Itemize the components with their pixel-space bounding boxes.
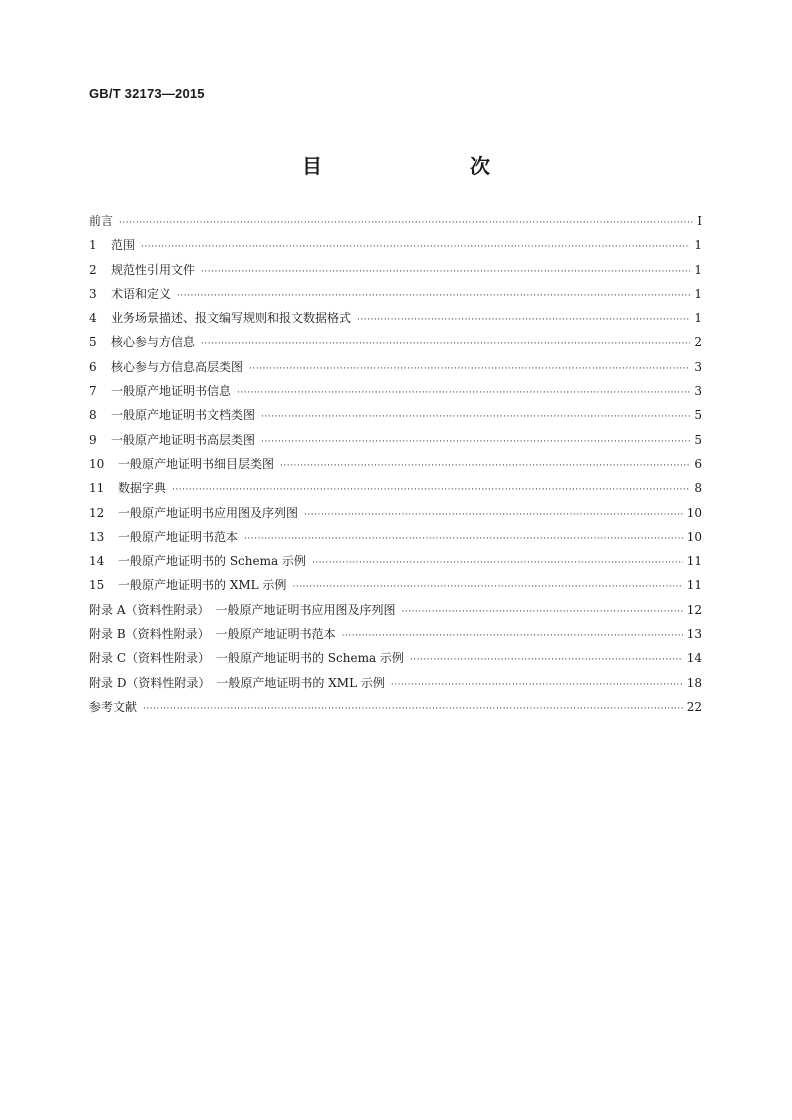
toc-entry-title: 范围: [111, 238, 136, 253]
toc-entry-bibliography[interactable]: [89, 698, 702, 722]
toc-entry-number: 15: [89, 578, 105, 593]
toc-entry-foreword[interactable]: [89, 212, 702, 236]
toc-entry-page: Ⅰ: [697, 214, 702, 228]
toc-entry-page: 13: [686, 627, 702, 642]
toc-entry-11[interactable]: [89, 479, 702, 503]
toc-entry-title: 业务场景描述、报文编写规则和报文数据格式: [111, 311, 352, 326]
toc-entry-5[interactable]: [89, 333, 702, 357]
toc-entry-title: 数据字典: [118, 481, 167, 496]
toc-leader: [201, 263, 690, 277]
toc-entry-appendix-a[interactable]: [89, 601, 702, 625]
toc-entry-page: 11: [686, 554, 702, 569]
toc-entry-page: 5: [694, 408, 702, 423]
toc-entry-page: 10: [686, 505, 702, 520]
toc-entry-page: 3: [694, 384, 702, 399]
toc-entry-page: 1: [694, 286, 702, 301]
toc-entry-4[interactable]: [89, 309, 702, 333]
toc-entry-page: 8: [694, 481, 702, 496]
toc-entry-title: 一般原产地证明书信息: [111, 384, 232, 399]
toc-entry-3[interactable]: [89, 285, 702, 309]
toc-entry-number: 6: [89, 359, 97, 374]
toc-entry-title: 核心参与方信息高层类图: [111, 359, 244, 374]
toc-leader: [249, 360, 690, 374]
toc-entry-14[interactable]: [89, 552, 702, 576]
toc-entry-number: 1: [89, 238, 97, 253]
toc-entry-title: 前言: [89, 214, 114, 228]
toc-entry-page: 18: [686, 675, 702, 690]
toc-entry-page: 3: [694, 359, 702, 374]
toc-leader: [410, 651, 683, 665]
toc-entry-9[interactable]: [89, 431, 702, 455]
toc-entry-number: 2: [89, 262, 97, 277]
toc-leader: [280, 457, 690, 471]
toc-entry-page: 5: [694, 432, 702, 447]
toc-leader: [391, 676, 683, 690]
toc-leader: [237, 384, 690, 398]
toc-entry-number: 9: [89, 432, 97, 447]
toc-leader: [401, 603, 682, 617]
toc-entry-title: 附录 C（资料性附录） 一般原产地证明书的 Schema 示例: [89, 651, 404, 666]
toc-leader: [119, 214, 693, 228]
toc-leader: [244, 530, 683, 544]
toc-entry-title: 一般原产地证明书应用图及序列图: [118, 505, 299, 520]
toc-entry-8[interactable]: [89, 406, 702, 430]
toc-entry-number: 5: [89, 335, 97, 350]
toc-entry-15[interactable]: [89, 576, 702, 600]
toc-entry-page: 1: [694, 262, 702, 277]
toc-entry-number: 8: [89, 408, 97, 423]
toc-leader: [304, 506, 683, 520]
toc-entry-number: 10: [89, 456, 105, 471]
toc-entry-page: 11: [686, 578, 702, 593]
toc-entry-6[interactable]: [89, 358, 702, 382]
toc-entry-title: 参考文献: [89, 699, 138, 714]
toc-entry-appendix-d[interactable]: [89, 674, 702, 698]
toc-leader: [143, 700, 683, 714]
toc-entry-title: 一般原产地证明书的 Schema 示例: [118, 554, 306, 569]
toc-entry-7[interactable]: [89, 382, 702, 406]
toc-entry-number: 13: [89, 529, 105, 544]
toc-leader: [292, 578, 682, 592]
toc-entry-2[interactable]: [89, 261, 702, 285]
toc-leader: [172, 481, 690, 495]
toc-entry-title: 核心参与方信息: [111, 335, 196, 350]
toc-entry-12[interactable]: [89, 504, 702, 528]
toc-entry-title: 规范性引用文件: [111, 262, 196, 277]
toc-entry-page: 6: [694, 456, 702, 471]
standard-code: GB/T 32173—2015: [89, 86, 205, 101]
toc-entry-number: 7: [89, 384, 97, 399]
toc-entry-title: 术语和定义: [111, 286, 172, 301]
toc-entry-title: 附录 D（资料性附录） 一般原产地证明书的 XML 示例: [89, 675, 385, 690]
toc-entry-title: 一般原产地证明书文档类图: [111, 408, 256, 423]
toc-entry-title: 一般原产地证明书范本: [118, 529, 239, 544]
toc-leader: [261, 433, 690, 447]
toc-entry-page: 12: [686, 602, 702, 617]
toc-leader: [177, 287, 690, 301]
toc-entry-page: 14: [686, 651, 702, 666]
toc-entry-number: 4: [89, 311, 97, 326]
toc-entry-number: 11: [89, 481, 105, 496]
toc-entry-page: 1: [694, 311, 702, 326]
toc-leader: [261, 408, 690, 422]
toc-entry-title: 附录 A（资料性附录） 一般原产地证明书应用图及序列图: [89, 602, 396, 617]
toc-entry-title: 一般原产地证明书细目层类图: [118, 456, 275, 471]
toc-entry-1[interactable]: [89, 236, 702, 260]
toc-entry-page: 1: [694, 238, 702, 253]
toc-entry-page: 22: [686, 699, 702, 714]
toc-entry-number: 14: [89, 554, 105, 569]
toc-entry-number: 12: [89, 505, 105, 520]
toc-leader: [312, 554, 683, 568]
toc-entry-title: 一般原产地证明书的 XML 示例: [118, 578, 287, 593]
toc-leader: [357, 311, 690, 325]
toc-entry-appendix-c[interactable]: [89, 649, 702, 673]
toc-entry-appendix-b[interactable]: [89, 625, 702, 649]
toc-entry-page: 10: [686, 529, 702, 544]
toc-entry-13[interactable]: [89, 528, 702, 552]
toc-entry-title: 一般原产地证明书高层类图: [111, 432, 256, 447]
toc-entry-number: 3: [89, 286, 97, 301]
toc-entry-title: 附录 B（资料性附录） 一般原产地证明书范本: [89, 627, 336, 642]
toc-entry-10[interactable]: [89, 455, 702, 479]
toc-leader: [141, 238, 690, 252]
page-title: 目 次: [302, 154, 526, 178]
toc-leader: [201, 335, 690, 349]
table-of-contents: [89, 212, 702, 722]
toc-entry-page: 2: [694, 335, 702, 350]
toc-leader: [342, 627, 683, 641]
